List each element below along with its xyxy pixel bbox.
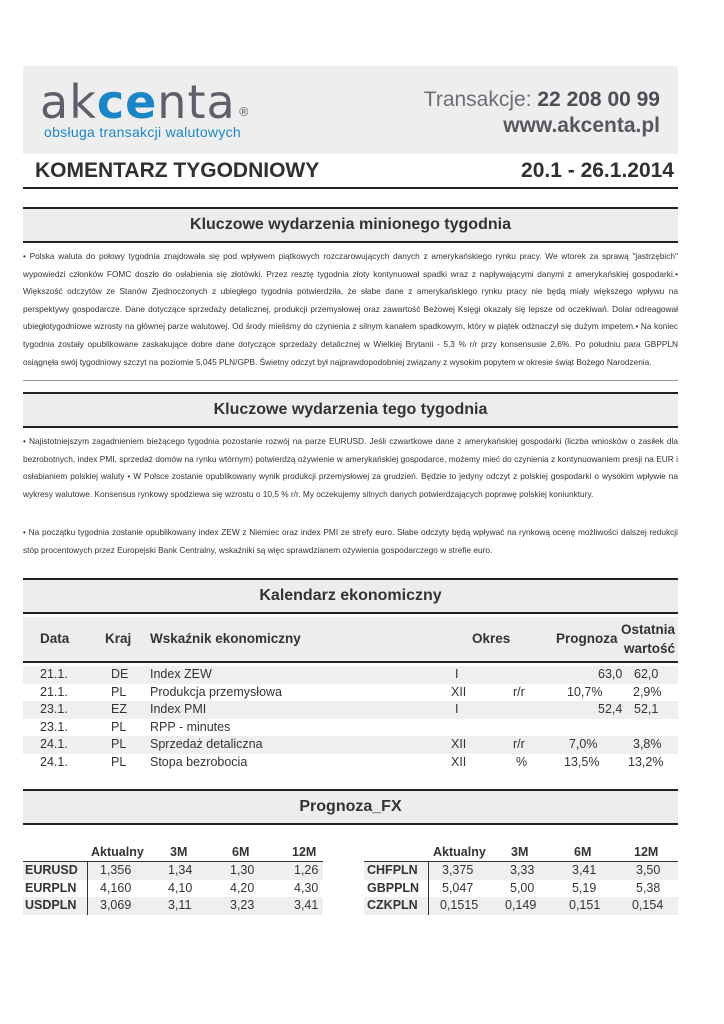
cell-date: 21.1. [40, 667, 68, 681]
fx-value: 3,23 [230, 898, 255, 912]
fx-col-current: Aktualny [433, 845, 486, 859]
table-row [23, 736, 678, 754]
col-last-line2: wartość [624, 641, 676, 656]
section-heading-last-week: Kluczowe wydarzenia minionego tygodnia [23, 207, 678, 243]
cell-forecast: 7,0% [569, 737, 598, 752]
fx-value: 0,154 [632, 898, 664, 912]
cell-date: 23.1. [40, 702, 68, 717]
table-row [23, 684, 678, 702]
cell-last: 3,8% [633, 737, 662, 752]
fx-value: 1,356 [100, 863, 132, 877]
divider [23, 380, 678, 381]
fx-pair: GBPPLN [367, 880, 420, 895]
cell-country: PL [111, 737, 127, 752]
page-title: KOMENTARZ TYGODNIOWY [35, 159, 320, 182]
fx-value: 3,41 [572, 863, 597, 877]
cell-indicator: Sprzedaż detaliczna [150, 737, 263, 752]
cell-date: 24.1. [40, 737, 68, 752]
cell-indicator: Produkcja przemysłowa [150, 684, 282, 699]
fx-pair: EURUSD [25, 863, 78, 877]
cell-forecast: 10,7% [567, 684, 603, 699]
fx-row [23, 897, 323, 915]
fx-pair: CZKPLN [367, 898, 418, 912]
fx-value: 3,069 [100, 898, 132, 912]
calendar-header [23, 617, 678, 663]
col-date: Data [40, 631, 70, 646]
col-last-line1: Ostatnia [621, 622, 676, 637]
fx-row [364, 862, 678, 880]
fx-row [364, 897, 678, 915]
fx-value: 1,34 [168, 863, 193, 877]
cell-unit: r/r [513, 684, 525, 699]
col-indicator: Wskaźnik ekonomiczny [150, 631, 301, 646]
phone-label: Transakcje: [423, 88, 538, 111]
fx-value: 1,30 [230, 863, 255, 877]
fx-value: 3,33 [510, 863, 535, 877]
cell-forecast: 13,5% [564, 754, 600, 769]
cell-period: XII [451, 754, 467, 769]
fx-value: 4,10 [168, 880, 193, 895]
fx-value: 0,1515 [440, 898, 479, 912]
fx-divider-left [87, 862, 88, 915]
fx-col-current: Aktualny [91, 845, 144, 859]
this-week-paragraph-2: • Na początku tygodnia zostanie opublikowany index ZEW z Niemiec oraz index PMI ze strefy euro. Słabe odczyty będą wpływać na rynkową ocenę możliwości dalszej redukcji stóp procentowych przez Europejski Bank Centralny, wskaźniki są więc sprawdzianem ożywienia gospodarczego w strefie euro. [23, 527, 678, 555]
phone-number: 22 208 00 99 [537, 88, 660, 111]
cell-period: I [455, 702, 459, 717]
cell-unit: r/r [513, 737, 525, 752]
fx-col-6m: 6M [574, 845, 592, 859]
fx-value: 5,19 [572, 880, 597, 895]
fx-table-left [23, 844, 323, 915]
fx-col-3m: 3M [170, 845, 188, 859]
website-link[interactable]: www.akcenta.pl [503, 114, 660, 137]
fx-value: 5,047 [442, 880, 474, 895]
cell-country: PL [111, 754, 127, 769]
fx-value: 3,41 [294, 898, 319, 912]
fx-col-12m: 12M [634, 845, 659, 859]
cell-date: 23.1. [40, 719, 68, 734]
cell-country: DE [111, 667, 129, 681]
section-heading-this-week: Kluczowe wydarzenia tego tygodnia [23, 392, 678, 428]
fx-value: 4,20 [230, 880, 255, 895]
fx-row [23, 862, 323, 880]
cell-country: EZ [111, 702, 127, 717]
cell-indicator: RPP - minutes [150, 719, 231, 734]
cell-country: PL [111, 719, 127, 734]
fx-col-3m: 3M [511, 845, 529, 859]
title-row [23, 157, 678, 189]
cell-forecast: 52,4 [598, 702, 623, 717]
fx-value: 3,50 [636, 863, 661, 877]
fx-value: 0,151 [569, 898, 601, 912]
table-row [23, 754, 678, 772]
date-range: 20.1 - 26.1.2014 [521, 159, 674, 182]
fx-value: 1,26 [294, 863, 319, 877]
fx-col-6m: 6M [232, 845, 250, 859]
cell-last: 52,1 [634, 702, 659, 717]
fx-value: 4,160 [100, 880, 132, 895]
col-country: Kraj [105, 631, 132, 646]
fx-row [364, 880, 678, 898]
cell-forecast: 63,0 [598, 667, 623, 681]
cell-date: 21.1. [40, 684, 68, 699]
cell-period: I [455, 667, 459, 681]
calendar-table [23, 666, 678, 772]
cell-unit: % [516, 754, 528, 769]
fx-divider-right [428, 862, 429, 915]
last-week-paragraph: • Polska waluta do połowy tygodnia znajdowała się pod wpływem piątkowych rozczarowujących danych z amerykańskiego rynku pracy. We wtorek za sprawą "jastrzębich" wypowiedzi członków FOMC doszło do osłabienia się złotówki. Przez resztę tygodnia złoty kontynuował spadki wraz z napływającymi danymi z amerykańskiej gospodarki.• Większość odczytów ze Stanów Zjednoczonych z ubiegłego tygodnia potwierdziła, że słabe dane z amerykańskiego rynku pracy nie będą miały większego wpływu na perspektywy gospodarcze. Dane dotyczące sprzedaży detalicznej, produkcji przemysłowej oraz zawartość Beżowej Księgi okazały się lepsze od oczekiwań. Dolar odreagował ubiegłotygodniowe wzrosty na głównej parze walutowej. Od środy mieliśmy do czynienia z silnym kanałem spadkowym, który w piątek odznaczył się dużym impetem.• Na koniec tygodnia zostały opublikowane zaskakujące dobre dane dotyczące sprzedaży detalicznej w Wielkiej Brytanii - 5,3 % r/r przy konsensusie 2,6%. Po południu para GBPPLN osiągnęła swój tygodniowy szczyt na poziomie 5,045 PLN/GPB. Świetny odczyt był najprawdopodobniej związany z wysokim popytem w okresie świąt Bożego Narodzenia. [23, 251, 678, 367]
section-heading-calendar: Kalendarz ekonomiczny [23, 578, 678, 614]
cell-period: XII [451, 684, 467, 699]
fx-value: 5,38 [636, 880, 661, 895]
fx-value: 3,375 [442, 863, 474, 877]
this-week-paragraph-1: • Najistotniejszym zagadnieniem bieżącego tygodnia pozostanie rozwój na parze EURUSD. Jeśli czwartkowe dane z amerykańskiej gospodarki (liczba wniosków o zasiłek dla bezrobotnych, index PMI, sprzedaż domów na rynku wtórnym) potwierdzą ożywienie w amerykańskiej gospodarce, możemy mieć do czynienia z kontynuowaniem presji na EUR i osłabianiem polskiej waluty • W Polsce zostanie opublikowany wynik produkcji przemysłowej za grudzień. Będzie to jedyny odczyt z polskiej gospodarki o wysokim wpływie na wykresy walutowe. Konsensus rynkowy spodziewa się wzrostu o 10,5 % r/r. My oczekujemy silnych danych potwierdzających poprawę polskiej koniunktury. [23, 436, 678, 499]
fx-value: 5,00 [510, 880, 535, 895]
cell-last: 62,0 [634, 667, 659, 681]
akcenta-logo: akcenta ® [40, 75, 251, 129]
fx-value: 3,11 [168, 898, 192, 912]
cell-date: 24.1. [40, 754, 68, 769]
fx-row [23, 880, 323, 898]
fx-pair: USDPLN [25, 898, 77, 912]
cell-last: 2,9% [633, 684, 662, 699]
logo-tagline: obsługa transakcji walutowych [44, 124, 242, 140]
table-row [23, 701, 678, 719]
cell-indicator: Index ZEW [150, 667, 212, 681]
cell-period: XII [451, 737, 467, 752]
fx-header-row [23, 844, 323, 862]
section-heading-fx: Prognoza_FX [23, 789, 678, 825]
col-period: Okres [472, 631, 511, 646]
col-forecast: Prognoza [556, 631, 618, 646]
cell-last: 13,2% [628, 754, 664, 769]
fx-value: 0,149 [505, 898, 537, 912]
fx-pair: EURPLN [25, 880, 77, 895]
phone-line [424, 88, 660, 112]
fx-header-row [364, 844, 678, 862]
cell-indicator: Stopa bezrobocia [150, 754, 248, 769]
cell-country: PL [111, 684, 127, 699]
fx-col-12m: 12M [292, 845, 317, 859]
table-row [23, 719, 678, 737]
fx-value: 4,30 [294, 880, 319, 895]
cell-indicator: Index PMI [150, 702, 207, 717]
fx-pair: CHFPLN [367, 863, 418, 877]
fx-table-right [364, 844, 678, 915]
table-row [23, 666, 678, 684]
